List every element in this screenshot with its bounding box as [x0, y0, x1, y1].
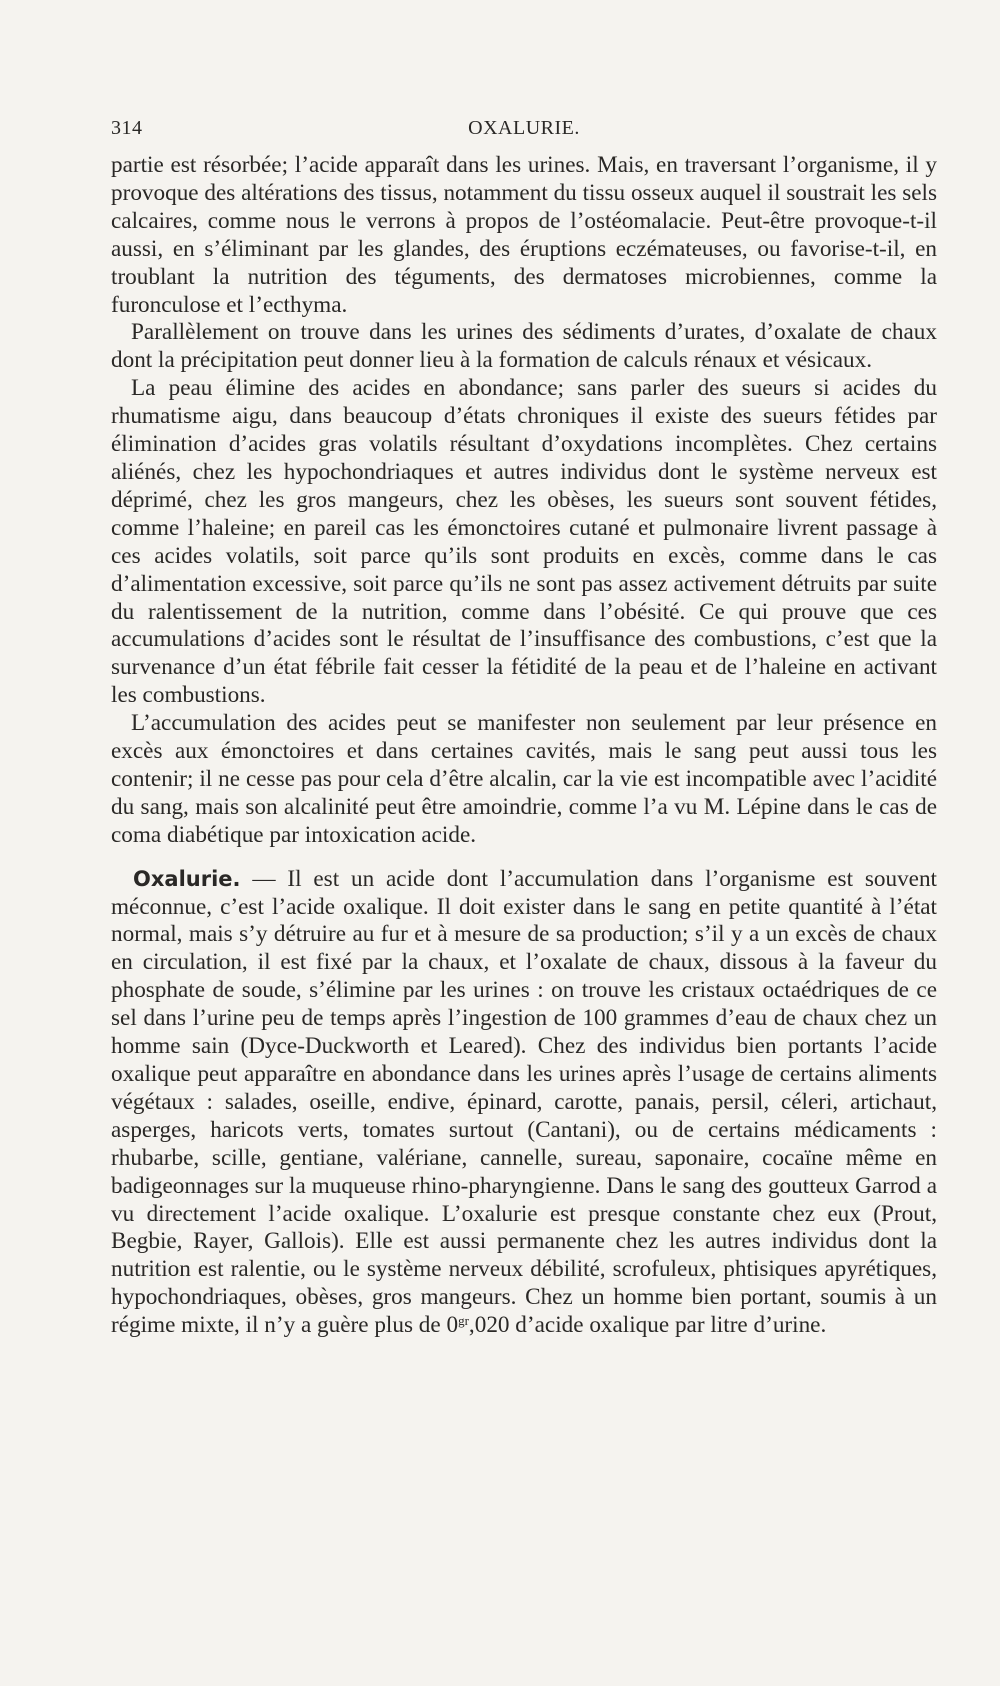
oxalurie-text-part2: ,020 d’acide oxalique par litre d’urine.	[468, 1312, 827, 1339]
paragraph-skin-acids: La peau élimine des acides en abondance; sans parler des sueurs si acides du rhumatisme aigu, dans beaucoup d’états chroniques il existe des sueurs fétides par élimination d’acides gras volatils résultant d’oxydations incomplètes. Chez certains aliénés, chez les hypochondriaques et autres individus dont le système nerveux est déprimé, chez les gros mangeurs, chez les obèses, les sueurs sont souvent fétides, comme l’haleine; en pareil cas les émonctoires cutané et pulmonaire livrent passage à ces acides volatils, soit parce qu’ils sont produits en excès, comme dans le cas d’alimentation excessive, soit parce qu’ils ne sont pas assez activement détruits par suite du ralentissement de la nutrition, comme dans l’obésité. Ce qui prouve que ces accumulations d’acides sont le résultat de l’insuffisance des combustions, c’est que la survenance d’un état fébrile fait cesser la fétidité de la peau et de l’haleine en activant les combustions.	[111, 375, 937, 709]
page-header	[111, 117, 937, 147]
oxalurie-text-part1: — Il est un acide dont l’accumulation dans l’organisme est souvent méconnue, c’est l’acide oxalique. Il doit exister dans le sang en petite quantité à l’état normal, mais s’y détruire au fur et à mesure de sa production; s’il y a un excès de chaux en circulation, il est fixé par la chaux, et l’oxalate de chaux, dissous à la faveur du phosphate de soude, s’élimine par les urines : on trouve les cristaux octaédriques de ce sel dans l’urine peu de temps après l’ingestion de 100 grammes d’eau de chaux chez un homme sain (Dyce-Duckworth et Leared). Chez des individus bien portants l’acide oxalique peut apparaître en abondance dans les urines après l’usage de certains aliments végétaux : salades, oseille, endive, épinard, carotte, panais, persil, céleri, artichaut, asperges, haricots verts, tomates surtout (Cantani), ou de certains médicaments : rhubarbe, scille, gentiane, valériane, cannelle, sureau, saponaire, cocaïne même en badigeonnages sur la muqueuse rhino-pharyngienne. Dans le sang des goutteux Garrod a vu directement l’acide oxalique. L’oxalurie est presque constante chez eux (Prout, Begbie, Rayer, Gallois). Elle est aussi permanente chez les autres individus dont la nutrition est ralentie, ou le système nerveux débilité, scrofuleux, phtisiques apyrétiques, hypochondriaques, obèses, gros mangeurs. Chez un homme bien portant, soumis à un régime mixte, il n’y a guère plus de 0	[111, 865, 937, 1339]
paragraph-sediments: Parallèlement on trouve dans les urines des sédiments d’urates, d’oxalate de chaux dont la précipitation peut donner lieu à la formation de calculs rénaux et vésicaux.	[111, 319, 937, 374]
page-number: 314	[111, 117, 143, 139]
section-title: Oxalurie.	[133, 866, 241, 891]
body-text	[111, 152, 937, 1340]
running-title: OXALURIE.	[468, 117, 580, 139]
unit-superscript: gr	[458, 1313, 469, 1329]
paragraph-oxalurie	[111, 866, 937, 1340]
paragraph-blood-acids: L’accumulation des acides peut se manifester non seulement par leur présence en excès aux émonctoires et dans certaines cavités, mais le sang peut aussi tous les contenir; il ne cesse pas pour cela d’être alcalin, car la vie est incompatible avec l’acidité du sang, mais son alcalinité peut être amoindrie, comme l’a vu M. Lépine dans le cas de coma diabétique par intoxication acide.	[111, 710, 937, 848]
paragraph-continued: partie est résorbée; l’acide apparaît dans les urines. Mais, en traversant l’organisme, il y provoque des altérations des tissus, notamment du tissu osseux auquel il soustrait les sels calcaires, comme nous le verrons à propos de l’ostéomalacie. Peut-être provoque-t-il aussi, en s’éliminant par les glandes, des éruptions eczémateuses, ou favorise-t-il, en troublant la nutrition des téguments, des dermatoses microbiennes, comme la furonculose et l’ecthyma.	[111, 152, 937, 318]
